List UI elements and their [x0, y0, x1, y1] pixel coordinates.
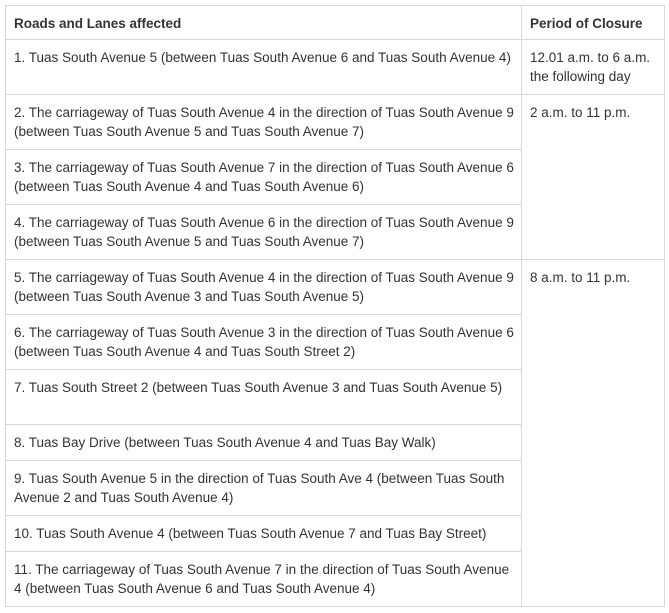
- road-cell: 1. Tuas South Avenue 5 (between Tuas South Avenue 6 and Tuas South Avenue 4): [6, 40, 522, 95]
- table-header-row: [6, 6, 665, 40]
- road-cell: 5. The carriageway of Tuas South Avenue 4 in the direction of Tuas South Avenue 9 (between Tuas South Avenue 3 and Tuas South Avenue 5): [6, 260, 522, 315]
- period-cell: 12.01 a.m. to 6 a.m. the following day: [522, 40, 665, 95]
- road-cell: 7. Tuas South Street 2 (between Tuas South Avenue 3 and Tuas South Avenue 5): [6, 370, 522, 425]
- road-cell: 11. The carriageway of Tuas South Avenue 7 in the direction of Tuas South Avenue 4 (between Tuas South Avenue 6 and Tuas South Avenue 4): [6, 552, 522, 607]
- header-period: Period of Closure: [522, 6, 665, 40]
- road-closure-table: [5, 5, 665, 607]
- period-cell: 2 a.m. to 11 p.m.: [522, 95, 665, 260]
- road-cell: 8. Tuas Bay Drive (between Tuas South Avenue 4 and Tuas Bay Walk): [6, 425, 522, 461]
- period-cell: 8 a.m. to 11 p.m.: [522, 260, 665, 607]
- road-cell: 4. The carriageway of Tuas South Avenue 6 in the direction of Tuas South Avenue 9 (between Tuas South Avenue 5 and Tuas South Avenue 7): [6, 205, 522, 260]
- road-cell: 9. Tuas South Avenue 5 in the direction of Tuas South Ave 4 (between Tuas South Avenue 2 and Tuas South Avenue 4): [6, 461, 522, 516]
- header-roads: Roads and Lanes affected: [6, 6, 522, 40]
- road-cell: 3. The carriageway of Tuas South Avenue 7 in the direction of Tuas South Avenue 6 (between Tuas South Avenue 4 and Tuas South Avenue 6): [6, 150, 522, 205]
- table-row: [6, 95, 665, 150]
- table-row: [6, 40, 665, 95]
- road-cell: 10. Tuas South Avenue 4 (between Tuas South Avenue 7 and Tuas Bay Street): [6, 516, 522, 552]
- table-row: [6, 260, 665, 315]
- road-cell: 6. The carriageway of Tuas South Avenue 3 in the direction of Tuas South Avenue 6 (between Tuas South Avenue 4 and Tuas South Street 2): [6, 315, 522, 370]
- road-cell: 2. The carriageway of Tuas South Avenue 4 in the direction of Tuas South Avenue 9 (between Tuas South Avenue 5 and Tuas South Avenue 7): [6, 95, 522, 150]
